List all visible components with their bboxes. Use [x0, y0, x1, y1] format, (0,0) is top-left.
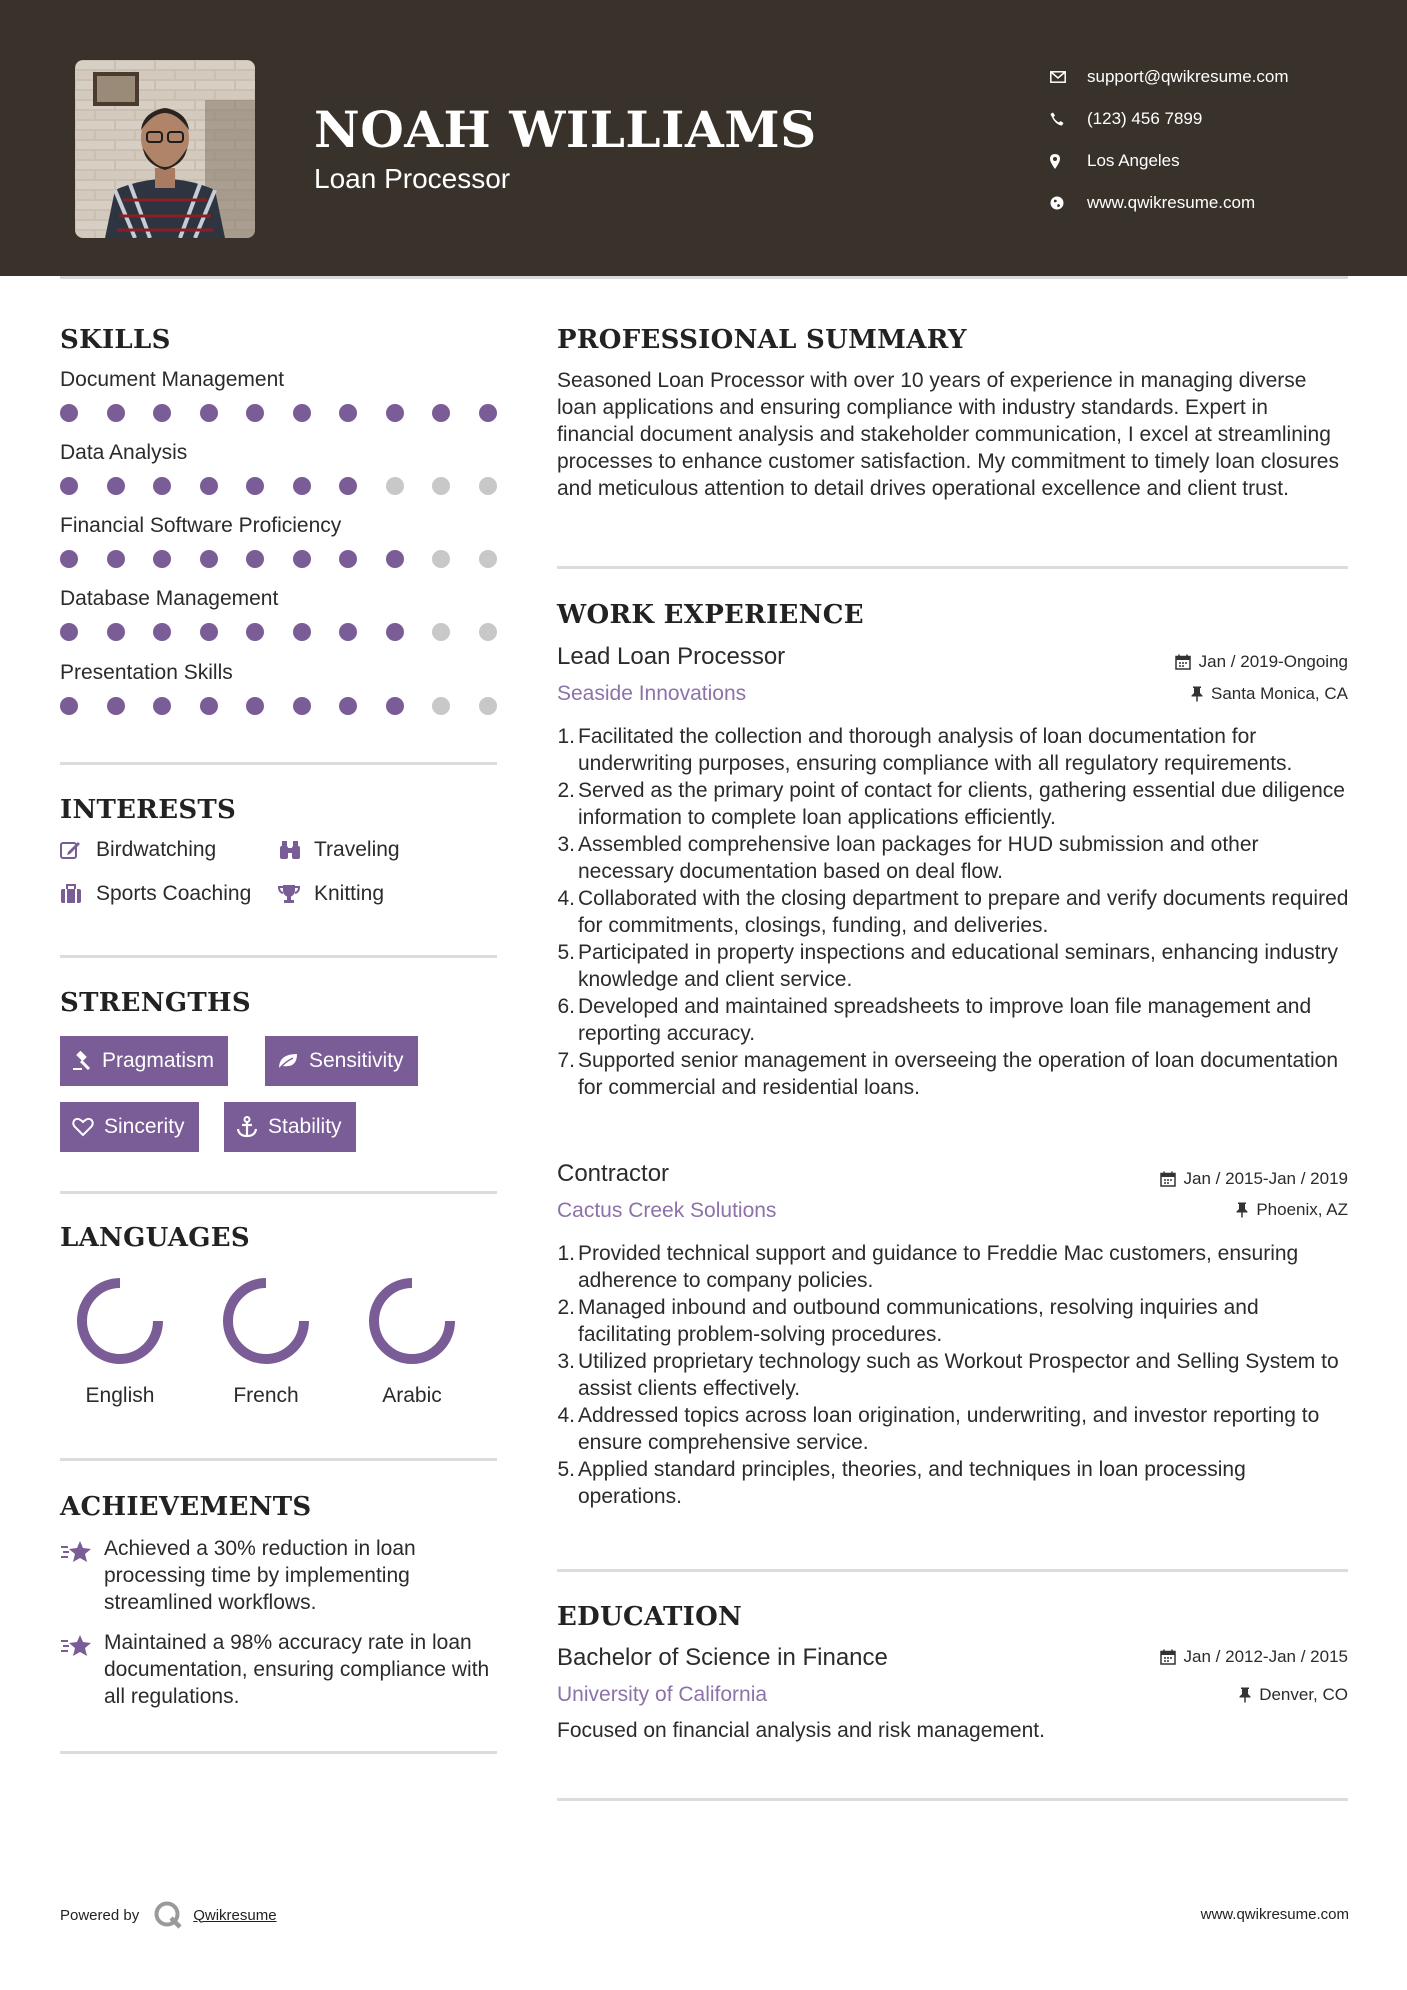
skill-item [60, 587, 500, 641]
map-pin-icon [1050, 154, 1087, 169]
skill-dot [293, 477, 311, 495]
skill-dot [200, 623, 218, 641]
skill-dot [60, 550, 78, 568]
skill-dot [246, 477, 264, 495]
skill-dot [153, 623, 171, 641]
job-location: Phoenix, AZ [1236, 1200, 1348, 1220]
skill-rating [60, 550, 497, 568]
education-location: Denver, CO [1239, 1685, 1348, 1705]
strength-tag: Sincerity [60, 1102, 199, 1152]
skill-item [60, 441, 500, 495]
list-item: 3. Assembled comprehensive loan packages for HUD submission and other necessary documentation based on deal flow. [557, 833, 1259, 883]
job-company: Seaside Innovations [557, 682, 747, 705]
language-ring [220, 1275, 312, 1367]
gavel-icon [72, 1051, 92, 1071]
skill-dot [432, 623, 450, 641]
section-divider [60, 1458, 497, 1461]
skill-dot [339, 623, 357, 641]
skill-dot [293, 550, 311, 568]
skill-dot [339, 697, 357, 715]
pushpin-icon [1239, 1687, 1251, 1703]
heart-icon [72, 1117, 94, 1137]
skill-rating [60, 477, 497, 495]
skill-dot [293, 404, 311, 422]
education-degree: Bachelor of Science in Finance [557, 1644, 888, 1671]
pushpin-icon [1191, 686, 1203, 702]
skill-dot [60, 697, 78, 715]
education-dates: Jan / 2012-Jan / 2015 [1160, 1647, 1348, 1667]
envelope-icon [1050, 71, 1087, 83]
interest-item: Knitting [278, 882, 384, 906]
skill-dot [107, 550, 125, 568]
qwikresume-logo-icon [153, 1900, 183, 1930]
candidate-name: NOAH WILLIAMS [314, 100, 817, 159]
list-item: 4. Addressed topics across loan origination, underwriting, and investor reporting to ensure comprehensive service. [557, 1404, 1320, 1454]
contact-location: Los Angeles [1050, 140, 1380, 182]
skill-dot [200, 477, 218, 495]
strengths-title: STRENGTHS [60, 988, 251, 1018]
skill-dot [153, 550, 171, 568]
interest-item: Traveling [278, 838, 400, 862]
list-item: 7. Supported senior management in overseeing the operation of loan documentation for commercial and residential loans. [557, 1049, 1339, 1099]
language-name: French [233, 1384, 299, 1407]
section-divider [557, 1798, 1348, 1801]
education-school: University of California [557, 1683, 768, 1706]
list-item: 1. Facilitated the collection and thorough analysis of loan documentation for underwriting purposes, ensuring compliance with all regulatory requirements. [557, 725, 1293, 775]
skill-dot [479, 623, 497, 641]
skill-dot [107, 477, 125, 495]
section-divider [60, 955, 497, 958]
skill-dot [479, 550, 497, 568]
skill-item [60, 661, 500, 715]
skill-rating [60, 404, 497, 422]
section-divider [557, 1569, 1348, 1572]
skill-dot [246, 623, 264, 641]
pushpin-icon [1236, 1202, 1248, 1218]
calendar-icon [1160, 1649, 1176, 1665]
language-name: English [85, 1384, 155, 1407]
interest-item: Birdwatching [60, 838, 216, 862]
phone-icon [1050, 112, 1087, 126]
list-item: 5. Applied standard principles, theories, and techniques in loan processing operations. [557, 1458, 1246, 1508]
star-icon [60, 1629, 104, 1710]
skill-dot [200, 550, 218, 568]
skill-name: Document Management [60, 368, 285, 391]
summary-text: Seasoned Loan Processor with over 10 years of experience in managing diverse loan applications and ensuring compliance with industry standards. Expert in financial document analysis and stakeholder communication, I excel at streamlining processes to enhance customer satisfaction. My commitment to timely loan closures and meticulous attention to detail drives operational excellence and client trust. [557, 369, 1339, 500]
skill-dot [293, 623, 311, 641]
pencil-square-icon [60, 840, 96, 860]
contact-list [1050, 56, 1380, 224]
job-role: Contractor [557, 1160, 670, 1187]
language-ring-arc [374, 1283, 450, 1359]
trophy-icon [278, 884, 314, 904]
skill-dot [246, 404, 264, 422]
interests-title: INTERESTS [60, 795, 237, 825]
skill-dot [479, 477, 497, 495]
skill-name: Database Management [60, 587, 279, 610]
strength-tag: Pragmatism [60, 1036, 228, 1086]
resume-header [0, 0, 1407, 276]
language-name: Arabic [382, 1384, 442, 1407]
skill-name: Data Analysis [60, 441, 188, 464]
skill-dot [432, 477, 450, 495]
list-item: 5. Participated in property inspections and educational seminars, enhancing industry knowledge and client service. [557, 941, 1338, 991]
language-ring [74, 1275, 166, 1367]
skill-dot [200, 697, 218, 715]
skill-dot [200, 404, 218, 422]
skill-dot [339, 477, 357, 495]
list-item: 1. Provided technical support and guidance to Freddie Mac customers, ensuring adherence to company policies. [557, 1242, 1299, 1292]
skills-title: SKILLS [60, 325, 171, 355]
section-divider [60, 1191, 497, 1194]
job-role: Lead Loan Processor [557, 643, 786, 670]
skill-item [60, 514, 500, 568]
skill-dot [107, 623, 125, 641]
skill-dot [386, 477, 404, 495]
education-title: EDUCATION [557, 1602, 743, 1632]
skill-dot [386, 697, 404, 715]
language-item [342, 1275, 482, 1408]
leaf-icon [277, 1052, 299, 1070]
skill-name: Financial Software Proficiency [60, 514, 342, 537]
skill-dot [386, 550, 404, 568]
list-item: 2. Served as the primary point of contact for clients, gathering essential due diligence information to complete loan applications efficiently. [557, 779, 1345, 829]
profile-photo [75, 60, 255, 238]
skill-dot [107, 697, 125, 715]
list-item: 6. Developed and maintained spreadsheets to improve loan file management and reporting accuracy. [557, 995, 1312, 1045]
section-divider [60, 1751, 497, 1754]
skill-dot [246, 550, 264, 568]
experience-title: WORK EXPERIENCE [557, 600, 864, 630]
section-divider [60, 762, 497, 765]
binoculars-icon [278, 840, 314, 860]
list-item: 2. Managed inbound and outbound communications, resolving inquiries and facilitating problem-solving procedures. [557, 1296, 1259, 1346]
achievement-item: Maintained a 98% accuracy rate in loan documentation, ensuring compliance with all regulations. [60, 1629, 500, 1710]
language-ring [366, 1275, 458, 1367]
job-dates: Jan / 2015-Jan / 2019 [1160, 1169, 1348, 1189]
skill-dot [153, 697, 171, 715]
summary-title: PROFESSIONAL SUMMARY [557, 325, 967, 355]
job-company: Cactus Creek Solutions [557, 1199, 777, 1222]
qwikresume-link[interactable]: Qwikresume [193, 1906, 277, 1924]
calendar-icon [1175, 654, 1191, 670]
skill-dot [153, 404, 171, 422]
globe-icon [1050, 196, 1087, 210]
skill-dot [60, 477, 78, 495]
contact-website[interactable]: www.qwikresume.com [1050, 182, 1380, 224]
language-item [196, 1275, 336, 1408]
skill-dot [339, 550, 357, 568]
skill-dot [432, 404, 450, 422]
languages-title: LANGUAGES [60, 1223, 250, 1253]
job-dates: Jan / 2019-Ongoing [1175, 652, 1348, 672]
education-description: Focused on financial analysis and risk management. [557, 1719, 1045, 1742]
skill-dot [386, 404, 404, 422]
skill-dot [107, 404, 125, 422]
skill-dot [60, 623, 78, 641]
interest-item: Sports Coaching [60, 882, 251, 906]
footer-powered-by: Powered by Qwikresume [60, 1900, 277, 1930]
footer-website[interactable]: www.qwikresume.com [1200, 1906, 1349, 1923]
skill-dot [432, 550, 450, 568]
skill-item [60, 368, 500, 422]
section-divider [557, 566, 1348, 569]
job-location: Santa Monica, CA [1191, 684, 1348, 704]
contact-phone[interactable]: (123) 456 7899 [1050, 98, 1380, 140]
candidate-title: Loan Processor [314, 163, 511, 194]
language-item [50, 1275, 190, 1408]
skill-dot [386, 623, 404, 641]
achievement-item: Achieved a 30% reduction in loan processing time by implementing streamlined workflows. [60, 1535, 500, 1616]
language-ring-arc [228, 1283, 304, 1359]
skill-dot [479, 404, 497, 422]
star-icon [60, 1535, 104, 1616]
skill-dot [246, 697, 264, 715]
header-divider [60, 276, 1348, 279]
language-ring-arc [82, 1283, 158, 1359]
list-item: 3. Utilized proprietary technology such as Workout Prospector and Selling System to assist clients effectively. [557, 1350, 1339, 1400]
calendar-icon [1160, 1171, 1176, 1187]
briefcase-icon [60, 884, 96, 904]
skill-rating [60, 697, 497, 715]
achievements-title: ACHIEVEMENTS [60, 1492, 312, 1522]
contact-email[interactable]: support@qwikresume.com [1050, 56, 1380, 98]
skill-name: Presentation Skills [60, 661, 233, 684]
list-item: 4. Collaborated with the closing department to prepare and verify documents required for commitments, closings, funding, and deliveries. [557, 887, 1349, 937]
strength-tag: Stability [224, 1102, 356, 1152]
skill-rating [60, 623, 497, 641]
skill-dot [432, 697, 450, 715]
job-bullets [553, 1240, 1353, 1510]
strength-tag: Sensitivity [265, 1036, 418, 1086]
anchor-icon [236, 1116, 258, 1138]
job-bullets [553, 723, 1353, 1101]
skill-dot [293, 697, 311, 715]
skill-dot [153, 477, 171, 495]
skill-dot [60, 404, 78, 422]
skill-dot [479, 697, 497, 715]
skill-dot [339, 404, 357, 422]
